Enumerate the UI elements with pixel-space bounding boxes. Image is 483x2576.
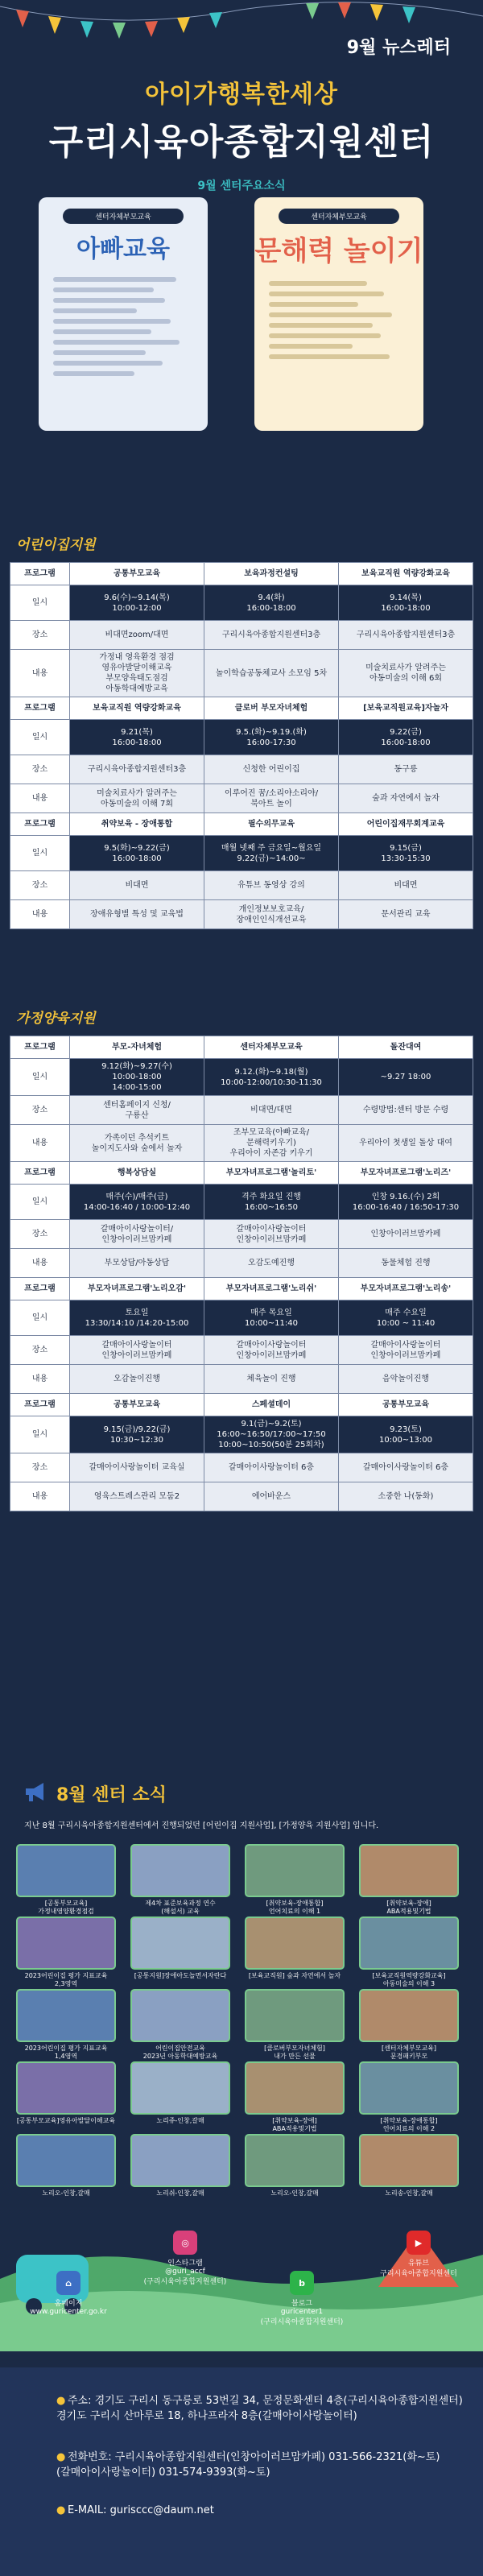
event-photo bbox=[130, 2061, 230, 2115]
table-cell: 센터홈페이지 신청/ 구룡산 bbox=[70, 1096, 204, 1125]
row-label: 장소 bbox=[10, 1220, 70, 1249]
table-row bbox=[10, 1125, 473, 1162]
table-cell: 체육놀이 진행 bbox=[204, 1365, 339, 1394]
table-cell: 9.12(화)~9.27(수) 10:00-18:00 14:00-15:00 bbox=[70, 1059, 204, 1096]
table-cell: 공통부모교육 bbox=[70, 563, 204, 585]
sns-link[interactable] bbox=[366, 2231, 471, 2278]
table-cell: 9.12.(화)~9.18(월) 10:00-12:00/10:30-11:30 bbox=[204, 1059, 339, 1096]
photo-card[interactable] bbox=[359, 1916, 459, 1988]
table-cell: 소중한 나(동화) bbox=[339, 1482, 473, 1511]
row-label: 프로그램 bbox=[10, 1162, 70, 1185]
event-photo bbox=[245, 2061, 345, 2115]
table-cell: 9.22(금) 16:00-18:00 bbox=[339, 720, 473, 755]
table-cell: 갈매아이사랑놀이터 인창아이러브맘카페 bbox=[70, 1336, 204, 1365]
table-row bbox=[10, 1416, 473, 1453]
august-news-description: 지난 8월 구리시육아종합지원센터에서 진행되었던 [어린이집 지원사업], [가정양육 지원사업] 입니다. bbox=[24, 1821, 379, 1830]
table-row bbox=[10, 621, 473, 650]
photo-card[interactable] bbox=[16, 2134, 116, 2198]
poster-tag: 센터자체부모교육 bbox=[279, 209, 399, 224]
table-row bbox=[10, 755, 473, 784]
table-cell: 갈매아이사랑놀이터 인창아이러브맘카페 bbox=[339, 1336, 473, 1365]
table-cell: 가정내 영육환경 점검 영유아발달이해교육 부모양육태도점검 아동학대예방교육 bbox=[70, 650, 204, 697]
table-cell: 매주(수)/매주(금) 14:00-16:40 / 10:00-12:40 bbox=[70, 1185, 204, 1220]
row-label: 장소 bbox=[10, 1453, 70, 1482]
table-row bbox=[10, 784, 473, 813]
table-cell: 갈매아이사랑놀이터/ 인창아이러브맘카페 bbox=[70, 1220, 204, 1249]
poster-details bbox=[53, 277, 193, 376]
table-cell: 비대면/대면 bbox=[204, 1096, 339, 1125]
table-cell: 에어바운스 bbox=[204, 1482, 339, 1511]
row-label: 장소 bbox=[10, 871, 70, 900]
event-photo bbox=[359, 2061, 459, 2115]
photo-card[interactable] bbox=[130, 2134, 230, 2198]
poster-details bbox=[269, 281, 409, 359]
table-row bbox=[10, 1394, 473, 1416]
table-cell: 클로버 부모자녀체험 bbox=[204, 697, 339, 720]
photo-caption: 어린이집안전교육 2023년 아동학대예방교육 bbox=[142, 2045, 218, 2060]
table-cell: 9.21(목) 16:00-18:00 bbox=[70, 720, 204, 755]
photo-caption: [취약보육-장애] ABA적용및기법 bbox=[386, 1900, 431, 1915]
photo-caption: [취약보육-장애통합] 언어치료의 이해 2 bbox=[380, 2117, 438, 2132]
photo-card[interactable] bbox=[245, 2134, 345, 2198]
table-cell: 문서관리 교육 bbox=[339, 900, 473, 929]
event-photo bbox=[359, 1916, 459, 1970]
row-label: 프로그램 bbox=[10, 1036, 70, 1059]
row-label: 프로그램 bbox=[10, 1278, 70, 1300]
section-home-care-support-title: 가정양육지원 bbox=[16, 1011, 96, 1027]
center-name-title: 구리시육아종합지원센터 bbox=[48, 122, 435, 163]
row-label: 장소 bbox=[10, 1096, 70, 1125]
newsletter-title: 9월 뉴스레터 bbox=[346, 38, 451, 58]
table-row bbox=[10, 1482, 473, 1511]
photo-caption: [취약보육-장애통합] 언어치료의 이해 1 bbox=[266, 1900, 324, 1915]
photo-card[interactable] bbox=[16, 1844, 116, 1916]
event-photo bbox=[130, 2134, 230, 2187]
sns-label: 블로그 guricenter1 (구리시육아종합지원센터) bbox=[260, 2300, 344, 2326]
photo-caption: [센터자체부모교육] 문경패키부모 bbox=[381, 2045, 437, 2060]
table-cell: 취약보육 - 장애통합 bbox=[70, 813, 204, 836]
row-label: 프로그램 bbox=[10, 1394, 70, 1416]
section-tag: 9월 센터주요소식 bbox=[197, 180, 286, 192]
section-daycare-support-title: 어린이집지원 bbox=[16, 537, 96, 553]
table-cell: 인창 9.16.(수) 2회 16:00-16:40 / 16:50-17:30 bbox=[339, 1185, 473, 1220]
table-cell: 9.6(수)~9.14(목) 10:00-12:00 bbox=[70, 585, 204, 621]
row-label: 내용 bbox=[10, 1249, 70, 1278]
row-label: 프로그램 bbox=[10, 563, 70, 585]
row-label: 프로그램 bbox=[10, 813, 70, 836]
table-cell: 숲과 자연에서 놀자 bbox=[339, 784, 473, 813]
home-care-support-table bbox=[10, 1036, 473, 1511]
footer-phone: ● 전화번호: 구리시육아종합지원센터(인창아이러브맘카페) 031-566-2321(화~토) (갈매아이사랑놀이터) 031-574-9393(화~토) bbox=[56, 2451, 440, 2479]
photo-caption: 노리오-인창,갈매 bbox=[42, 2189, 90, 2197]
row-label: 내용 bbox=[10, 784, 70, 813]
row-label: 내용 bbox=[10, 1365, 70, 1394]
row-label: 장소 bbox=[10, 755, 70, 784]
event-photo bbox=[359, 2134, 459, 2187]
table-row bbox=[10, 1300, 473, 1336]
table-cell: 어린이집재무회계교육 bbox=[339, 813, 473, 836]
table-cell: 오감놀이진행 bbox=[70, 1365, 204, 1394]
photo-card[interactable] bbox=[16, 1916, 116, 1988]
footer bbox=[0, 2367, 483, 2576]
footer-address: ● 주소: 경기도 구리시 동구릉로 53번길 34, 문정문화센터 4층(구리시육아종합지원센터) 경기도 구리시 산마루로 18, 하나프라자 8층(갈매아이사랑놀이터) bbox=[56, 2395, 463, 2422]
footer-phone-text: 전화번호: 구리시육아종합지원센터(인창아이러브맘카페) 031-566-2321(화~토) (갈매아이사랑놀이터) 031-574-9393(화~토) bbox=[56, 2451, 440, 2479]
table-cell: 오감도예진행 bbox=[204, 1249, 339, 1278]
table-cell: 매주 수요일 10:00 ~ 11:40 bbox=[339, 1300, 473, 1336]
table-cell: 갈매아이사랑놀이터 6층 bbox=[204, 1453, 339, 1482]
photo-card[interactable] bbox=[359, 2134, 459, 2198]
table-row bbox=[10, 1336, 473, 1365]
row-label: 일시 bbox=[10, 585, 70, 621]
event-photo bbox=[130, 1916, 230, 1970]
table-cell: 9.4(화) 16:00-18:00 bbox=[204, 585, 339, 621]
table-cell: 9.5(화)~9.22(금) 16:00-18:00 bbox=[70, 836, 204, 871]
poster-title: 문해력 놀이기 bbox=[254, 235, 423, 267]
photo-caption: 노리쉬-인창,갈매 bbox=[156, 2189, 204, 2197]
table-cell: 9.23(토) 10:00~13:00 bbox=[339, 1416, 473, 1453]
event-photo bbox=[245, 1916, 345, 1970]
sns-label: 인스타그램 @guri_accf (구리시육아종합지원센터) bbox=[143, 2260, 227, 2286]
sns-label: 홈페이지 www.guricenter.go.kr bbox=[30, 2300, 107, 2316]
table-cell: 음악놀이진행 bbox=[339, 1365, 473, 1394]
row-label: 일시 bbox=[10, 1300, 70, 1336]
table-cell: 보육과정컨설팅 bbox=[204, 563, 339, 585]
table-row bbox=[10, 585, 473, 621]
youtube-icon: ▶ bbox=[407, 2231, 431, 2255]
poster-literacy-play[interactable] bbox=[254, 197, 423, 431]
event-photo bbox=[130, 1989, 230, 2042]
photo-caption: 2023어린이집 평가 지표교육 1,4영역 bbox=[24, 2045, 108, 2060]
row-label: 내용 bbox=[10, 1125, 70, 1162]
photo-caption: [취약보육-장애] ABA적용및기법 bbox=[272, 2117, 317, 2132]
photo-card[interactable] bbox=[245, 1844, 345, 1916]
photo-caption: [보육교직원역량강화교육] 아동미술의 이해 3 bbox=[372, 1972, 446, 1987]
photo-card[interactable] bbox=[359, 1844, 459, 1916]
table-cell: 필수의무교육 bbox=[204, 813, 339, 836]
table-cell: 매주 목요일 10:00~11:40 bbox=[204, 1300, 339, 1336]
event-photo bbox=[16, 2061, 116, 2115]
poster-title: 아빠교육 bbox=[76, 235, 170, 263]
table-cell: 부모상담/아동상담 bbox=[70, 1249, 204, 1278]
table-cell: 부모자녀프로그램'노리송' bbox=[339, 1278, 473, 1300]
photo-caption: 제4차 표준보육과정 연수 (해설서) 교육 bbox=[145, 1900, 216, 1915]
table-cell: 동물체험 진행 bbox=[339, 1249, 473, 1278]
table-cell: 갈매아이사랑놀이터 인창아이러브맘카페 bbox=[204, 1336, 339, 1365]
table-row bbox=[10, 563, 473, 585]
photo-card[interactable] bbox=[130, 2061, 230, 2125]
table-cell: 미술치료사가 알려주는 아동미술의 이해 7회 bbox=[70, 784, 204, 813]
table-cell: 우리아이 첫생일 돌상 대여 bbox=[339, 1125, 473, 1162]
table-cell: 부모자녀프로그램'노리오감' bbox=[70, 1278, 204, 1300]
table-cell: 이루어진 꿈/소리야소리야/ 북아트 놀이 bbox=[204, 784, 339, 813]
row-label: 일시 bbox=[10, 1059, 70, 1096]
table-cell: 비대면zoom/대면 bbox=[70, 621, 204, 650]
sns-link[interactable] bbox=[133, 2231, 237, 2286]
row-label: 장소 bbox=[10, 621, 70, 650]
event-photo bbox=[245, 1844, 345, 1897]
table-row bbox=[10, 1036, 473, 1059]
table-cell: 공통부모교육 bbox=[70, 1394, 204, 1416]
table-cell: 격주 화요일 진행 16:00~16:50 bbox=[204, 1185, 339, 1220]
table-cell: 매월 넷째 주 금요일~월요일 9.22(금)~14:00~ bbox=[204, 836, 339, 871]
table-cell: 비대면 bbox=[70, 871, 204, 900]
photo-card[interactable] bbox=[359, 1989, 459, 2061]
table-row bbox=[10, 1096, 473, 1125]
poster-father-education[interactable] bbox=[39, 197, 208, 431]
photo-card[interactable] bbox=[245, 1916, 345, 1980]
table-cell: [보육교직원교육]자놀자 bbox=[339, 697, 473, 720]
photo-card[interactable] bbox=[245, 2061, 345, 2133]
photo-caption: [클로버부모자녀체험] 내가 만든 선물 bbox=[264, 2045, 325, 2060]
row-label: 일시 bbox=[10, 720, 70, 755]
august-news-title: 8월 센터 소식 bbox=[56, 1785, 167, 1805]
table-cell: 부모자녀프로그램'노리쉬' bbox=[204, 1278, 339, 1300]
photo-card[interactable] bbox=[130, 1844, 230, 1916]
table-cell: 비대면 bbox=[339, 871, 473, 900]
sns-link[interactable] bbox=[16, 2271, 121, 2316]
event-photo bbox=[245, 1989, 345, 2042]
table-row bbox=[10, 1059, 473, 1096]
table-row bbox=[10, 1249, 473, 1278]
event-photo bbox=[359, 1844, 459, 1897]
table-cell: 구리시육아종합지원센터3층 bbox=[204, 621, 339, 650]
instagram-icon: ◎ bbox=[173, 2231, 197, 2255]
photo-card[interactable] bbox=[130, 1989, 230, 2061]
table-row bbox=[10, 813, 473, 836]
photo-caption: [공통지원]장애아도놀면서자란다 bbox=[134, 1972, 227, 1979]
table-cell: 개인정보보호교육/ 장애인인식개선교육 bbox=[204, 900, 339, 929]
event-photo bbox=[130, 1844, 230, 1897]
sns-links bbox=[0, 2222, 483, 2343]
megaphone-icon bbox=[24, 1781, 48, 1802]
table-cell: 부모자녀프로그램'놀리토' bbox=[204, 1162, 339, 1185]
table-cell: 센터자체부모교육 bbox=[204, 1036, 339, 1059]
footer-address-text: 주소: 경기도 구리시 동구릉로 53번길 34, 문정문화센터 4층(구리시육아종합지원센터) 경기도 구리시 산마루로 18, 하나프라자 8층(갈매아이사랑놀이터) bbox=[56, 2395, 463, 2422]
table-row bbox=[10, 836, 473, 871]
table-cell: 장애유형별 특성 및 교육법 bbox=[70, 900, 204, 929]
table-cell: 돌잔대여 bbox=[339, 1036, 473, 1059]
blog-icon: b bbox=[290, 2271, 314, 2295]
sns-label: 유튜브 구리시육아종합지원센터 bbox=[380, 2260, 457, 2278]
row-label: 일시 bbox=[10, 836, 70, 871]
photo-caption: 노리오-인창,갈매 bbox=[270, 2189, 319, 2197]
table-cell: 구리시육아종합지원센터3층 bbox=[339, 621, 473, 650]
photo-caption: [보육교직원] 숲과 자연에서 놀자 bbox=[248, 1972, 341, 1979]
row-label: 프로그램 bbox=[10, 697, 70, 720]
row-label: 일시 bbox=[10, 1185, 70, 1220]
photo-card[interactable] bbox=[130, 1916, 230, 1980]
table-cell: 가족이던 추석키트 놀이지도사와 숲에서 놀자 bbox=[70, 1125, 204, 1162]
row-label: 일시 bbox=[10, 1416, 70, 1453]
table-row bbox=[10, 697, 473, 720]
table-cell: 토요일 13:30/14:10 /14:20-15:00 bbox=[70, 1300, 204, 1336]
table-row bbox=[10, 871, 473, 900]
table-cell: 갈매아이사랑놀이터 6층 bbox=[339, 1453, 473, 1482]
table-cell: 보육교직원 역량강화교육 bbox=[339, 563, 473, 585]
poster-tag: 센터자체부모교육 bbox=[63, 209, 184, 224]
daycare-support-table bbox=[10, 562, 473, 929]
table-cell: 부모-자녀체험 bbox=[70, 1036, 204, 1059]
photo-caption: 노리송-인창,갈매 bbox=[385, 2189, 433, 2197]
photo-caption: [공통부모교육]영유아발달이해교육 bbox=[16, 2117, 116, 2124]
home-icon: ⌂ bbox=[56, 2271, 80, 2295]
table-row bbox=[10, 1365, 473, 1394]
table-cell: 동구릉 bbox=[339, 755, 473, 784]
table-row bbox=[10, 1185, 473, 1220]
table-cell: 영육스트레스관리 모둠2 bbox=[70, 1482, 204, 1511]
photo-card[interactable] bbox=[245, 1989, 345, 2061]
table-cell: 9.15(금) 13:30-15:30 bbox=[339, 836, 473, 871]
table-cell: 스페셜데이 bbox=[204, 1394, 339, 1416]
table-cell: 9.5.(화)~9.19.(화) 16:00-17:30 bbox=[204, 720, 339, 755]
table-cell: 조부모교육(아빠교육/ 문해력키우기) 우리아이 자존감 키우기 bbox=[204, 1125, 339, 1162]
photo-caption: 2023어린이집 평가 지표교육 2,3영역 bbox=[24, 1972, 108, 1987]
table-cell: 수령방법:센터 방문 수령 bbox=[339, 1096, 473, 1125]
footer-email[interactable]: ● E-MAIL: gurisccc@daum.net bbox=[56, 2504, 214, 2516]
table-row bbox=[10, 1220, 473, 1249]
table-row bbox=[10, 650, 473, 697]
table-cell: 신청한 어린이집 bbox=[204, 755, 339, 784]
photo-card[interactable] bbox=[359, 2061, 459, 2133]
photo-card[interactable] bbox=[16, 1989, 116, 2061]
table-cell: 행복상담실 bbox=[70, 1162, 204, 1185]
footer-email-text[interactable]: E-MAIL: gurisccc@daum.net bbox=[68, 2504, 214, 2516]
event-photo bbox=[245, 2134, 345, 2187]
table-cell: 놀이학습공동체교사 소모임 5차 bbox=[204, 650, 339, 697]
table-cell: 인창아이러브맘카페 bbox=[339, 1220, 473, 1249]
photo-caption: [공통부모교육] 가정내영양환경점검 bbox=[38, 1900, 94, 1915]
table-cell: 구리시육아종합지원센터3층 bbox=[70, 755, 204, 784]
photo-card[interactable] bbox=[16, 2061, 116, 2125]
table-cell: 갈매아이사랑놀이터 인창아이러브맘카페 bbox=[204, 1220, 339, 1249]
table-cell: 미술치료사가 알려주는 아동미술의 이해 6회 bbox=[339, 650, 473, 697]
table-cell: 공통부모교육 bbox=[339, 1394, 473, 1416]
event-photo bbox=[16, 1916, 116, 1970]
center-slogan: 아이가행복한세상 bbox=[145, 81, 338, 109]
table-cell: 9.1(금)~9.2(토) 16:00~16:50/17:00~17:50 10:00~10:50(50분 25회차) bbox=[204, 1416, 339, 1453]
table-row bbox=[10, 900, 473, 929]
table-row bbox=[10, 1453, 473, 1482]
table-cell: 9.15(금)/9.22(금) 10:30~12:30 bbox=[70, 1416, 204, 1453]
table-row bbox=[10, 1278, 473, 1300]
table-cell: ~9.27 18:00 bbox=[339, 1059, 473, 1096]
row-label: 장소 bbox=[10, 1336, 70, 1365]
table-cell: 부모자녀프로그램'노리즈' bbox=[339, 1162, 473, 1185]
event-photo bbox=[16, 1989, 116, 2042]
row-label: 내용 bbox=[10, 900, 70, 929]
table-cell: 갈매아이사랑놀이터 교육실 bbox=[70, 1453, 204, 1482]
table-row bbox=[10, 1162, 473, 1185]
row-label: 내용 bbox=[10, 1482, 70, 1511]
event-photo bbox=[16, 1844, 116, 1897]
table-cell: 보육교직원 역량강화교육 bbox=[70, 697, 204, 720]
table-row bbox=[10, 720, 473, 755]
event-photo bbox=[359, 1989, 459, 2042]
photo-caption: 노리쥬-인창,갈매 bbox=[156, 2117, 204, 2124]
sns-link[interactable] bbox=[250, 2271, 354, 2326]
table-cell: 유튜브 동영상 강의 bbox=[204, 871, 339, 900]
row-label: 내용 bbox=[10, 650, 70, 697]
event-photo bbox=[16, 2134, 116, 2187]
table-cell: 9.14(목) 16:00-18:00 bbox=[339, 585, 473, 621]
